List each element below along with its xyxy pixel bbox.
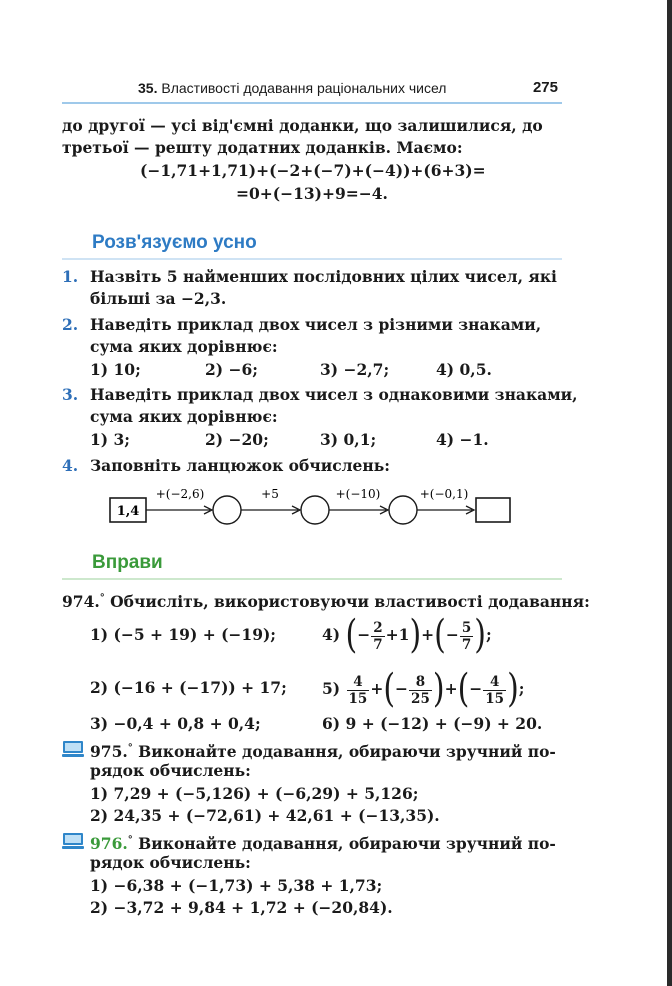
oral-heading: Розв'язуємо усно (92, 232, 257, 253)
intro-equation-1: (−1,71+1,71)+(−2+(−7)+(−4))+(6+3)= (140, 161, 486, 180)
paren-close: ) (409, 612, 422, 659)
computer-icon (62, 832, 84, 850)
header-title: 35. Властивості додавання раціональних чисел (138, 80, 447, 96)
exercise-974-item-6: 6) 9 + (−12) + (−9) + 20. (322, 714, 543, 733)
exercise-974-item-4: 4) (− $\frac{2}{7}$ +1)+(− $\frac{5}{7}$ ); (322, 612, 492, 659)
exercises-heading-rule (62, 578, 562, 580)
exercise-974-item-5: 5) $\frac{4}{15}$ +(− $\frac{8}{25}$ )+(− $\frac{4}{15}$ ); (322, 666, 525, 713)
calculation-chain (100, 484, 520, 534)
chain-op-3: +(−10) (335, 487, 381, 501)
fraction-denominator: 25 (411, 690, 430, 707)
chain-op-1: +(−2,6) (155, 487, 205, 501)
fraction-denominator: 7 (461, 636, 472, 653)
q2-option-3: 3) −2,7; (320, 360, 390, 379)
chain-start-value: 1,4 (116, 504, 140, 519)
q3-line-2: сума яких дорівнює: (90, 407, 278, 426)
page-number: 275 (532, 79, 558, 96)
fraction-2-7 (371, 620, 384, 653)
fraction-4-15 (347, 674, 370, 707)
fraction-numerator: 5 (461, 619, 472, 636)
q1-line-1: Назвіть 5 найменших послідовних цілих чисел, які (90, 267, 557, 286)
chain-circle-1[interactable] (213, 496, 241, 524)
chain-circle-3[interactable] (389, 496, 417, 524)
exercises-heading: Вправи (92, 552, 163, 573)
fraction-numerator: 8 (409, 674, 432, 691)
intro-line-1: до другої — усі від'ємні доданки, що залишилися, до (62, 116, 543, 135)
intro-line-2: третьої — решту додатних доданків. Маємо: (62, 138, 463, 157)
q3-option-3: 3) 0,1; (320, 430, 377, 449)
intro-equation-2: =0+(−13)+9=−4. (236, 184, 388, 203)
paren-close: ) (432, 666, 445, 713)
exercise-975-item-1: 1) 7,29 + (−5,126) + (−6,29) + 5,126; (90, 784, 419, 803)
exercise-974-item-1: 1) (−5 + 19) + (−19); (90, 625, 277, 644)
page-edge (667, 0, 672, 986)
q3-option-1: 1) 3; (90, 430, 131, 449)
q2-option-2: 2) −6; (205, 360, 259, 379)
fraction-numerator: 4 (347, 674, 370, 691)
fraction-denominator: 7 (373, 636, 383, 653)
header-rule (62, 102, 562, 104)
q2-option-4: 4) 0,5. (436, 360, 492, 379)
paren-open: ( (345, 612, 358, 659)
chain-op-4: +(−0,1) (419, 487, 469, 501)
q2-line-2: сума яких дорівнює: (90, 337, 278, 356)
q1-number: 1. (62, 267, 79, 286)
paren-close: ) (474, 612, 486, 659)
q3-option-4: 4) −1. (436, 430, 489, 449)
fraction-denominator: 15 (485, 690, 505, 707)
paren-open: ( (457, 666, 470, 713)
exercise-974-number: 974. (62, 592, 100, 612)
oral-heading-rule (62, 258, 562, 260)
q2-line-1: Наведіть приклад двох чисел з різними знаками, (90, 315, 542, 334)
exercise-976-number: 976. (90, 834, 128, 854)
q3-line-1: Наведіть приклад двох чисел з однаковими знаками, (90, 385, 578, 404)
chain-op-2: +5 (261, 487, 279, 501)
exercise-976-item-1: 1) −6,38 + (−1,73) + 5,38 + 1,73; (90, 876, 383, 895)
exercise-975-level-mark: ° (127, 743, 133, 754)
fraction-numerator: 2 (373, 619, 383, 636)
exercise-976-line-2: рядок обчислень: (90, 853, 251, 872)
exercise-975-line-2: рядок обчислень: (90, 761, 251, 780)
exercise-975-item-2: 2) 24,35 + (−72,61) + 42,61 + (−13,35). (90, 806, 440, 825)
exercise-974-text: Обчисліть, використовуючи властивості додавання: (110, 592, 590, 612)
q2-option-1: 1) 10; (90, 360, 141, 379)
fraction-5-7 (460, 620, 473, 653)
chain-circle-2[interactable] (301, 496, 329, 524)
exercise-976-level-mark: ° (127, 835, 133, 846)
exercise-976-text: Виконайте додавання, обираючи зручний по- (138, 834, 556, 854)
fraction-4-15-b (483, 674, 506, 707)
q1-line-2: більші за −2,3. (90, 289, 227, 308)
exercise-974-item-5-label: 5) (322, 679, 341, 698)
chain-result-box[interactable] (476, 498, 510, 522)
exercise-975-number: 975. (90, 742, 128, 762)
fraction-8-25 (409, 674, 432, 707)
paren-open: ( (434, 612, 446, 659)
running-header (62, 78, 562, 104)
q3-option-2: 2) −20; (205, 430, 269, 449)
q4-number: 4. (62, 456, 79, 475)
exercise-975-text: Виконайте додавання, обираючи зручний по- (138, 742, 556, 762)
paren-open: ( (383, 666, 396, 713)
fraction-numerator: 4 (483, 674, 506, 691)
exercise-976-item-2: 2) −3,72 + 9,84 + 1,72 + (−20,84). (90, 898, 393, 917)
computer-icon (62, 740, 84, 758)
exercise-974-item-3: 3) −0,4 + 0,8 + 0,4; (90, 714, 261, 733)
exercise-974-item-4-label: 4) (322, 625, 341, 644)
q4-line-1: Заповніть ланцюжок обчислень: (90, 456, 391, 475)
exercise-974-level-mark: ° (99, 593, 105, 604)
q2-number: 2. (62, 315, 79, 334)
fraction-denominator: 15 (348, 690, 368, 707)
paren-close: ) (507, 666, 519, 713)
q3-number: 3. (62, 385, 79, 404)
exercise-974-item-2: 2) (−16 + (−17)) + 17; (90, 678, 287, 697)
